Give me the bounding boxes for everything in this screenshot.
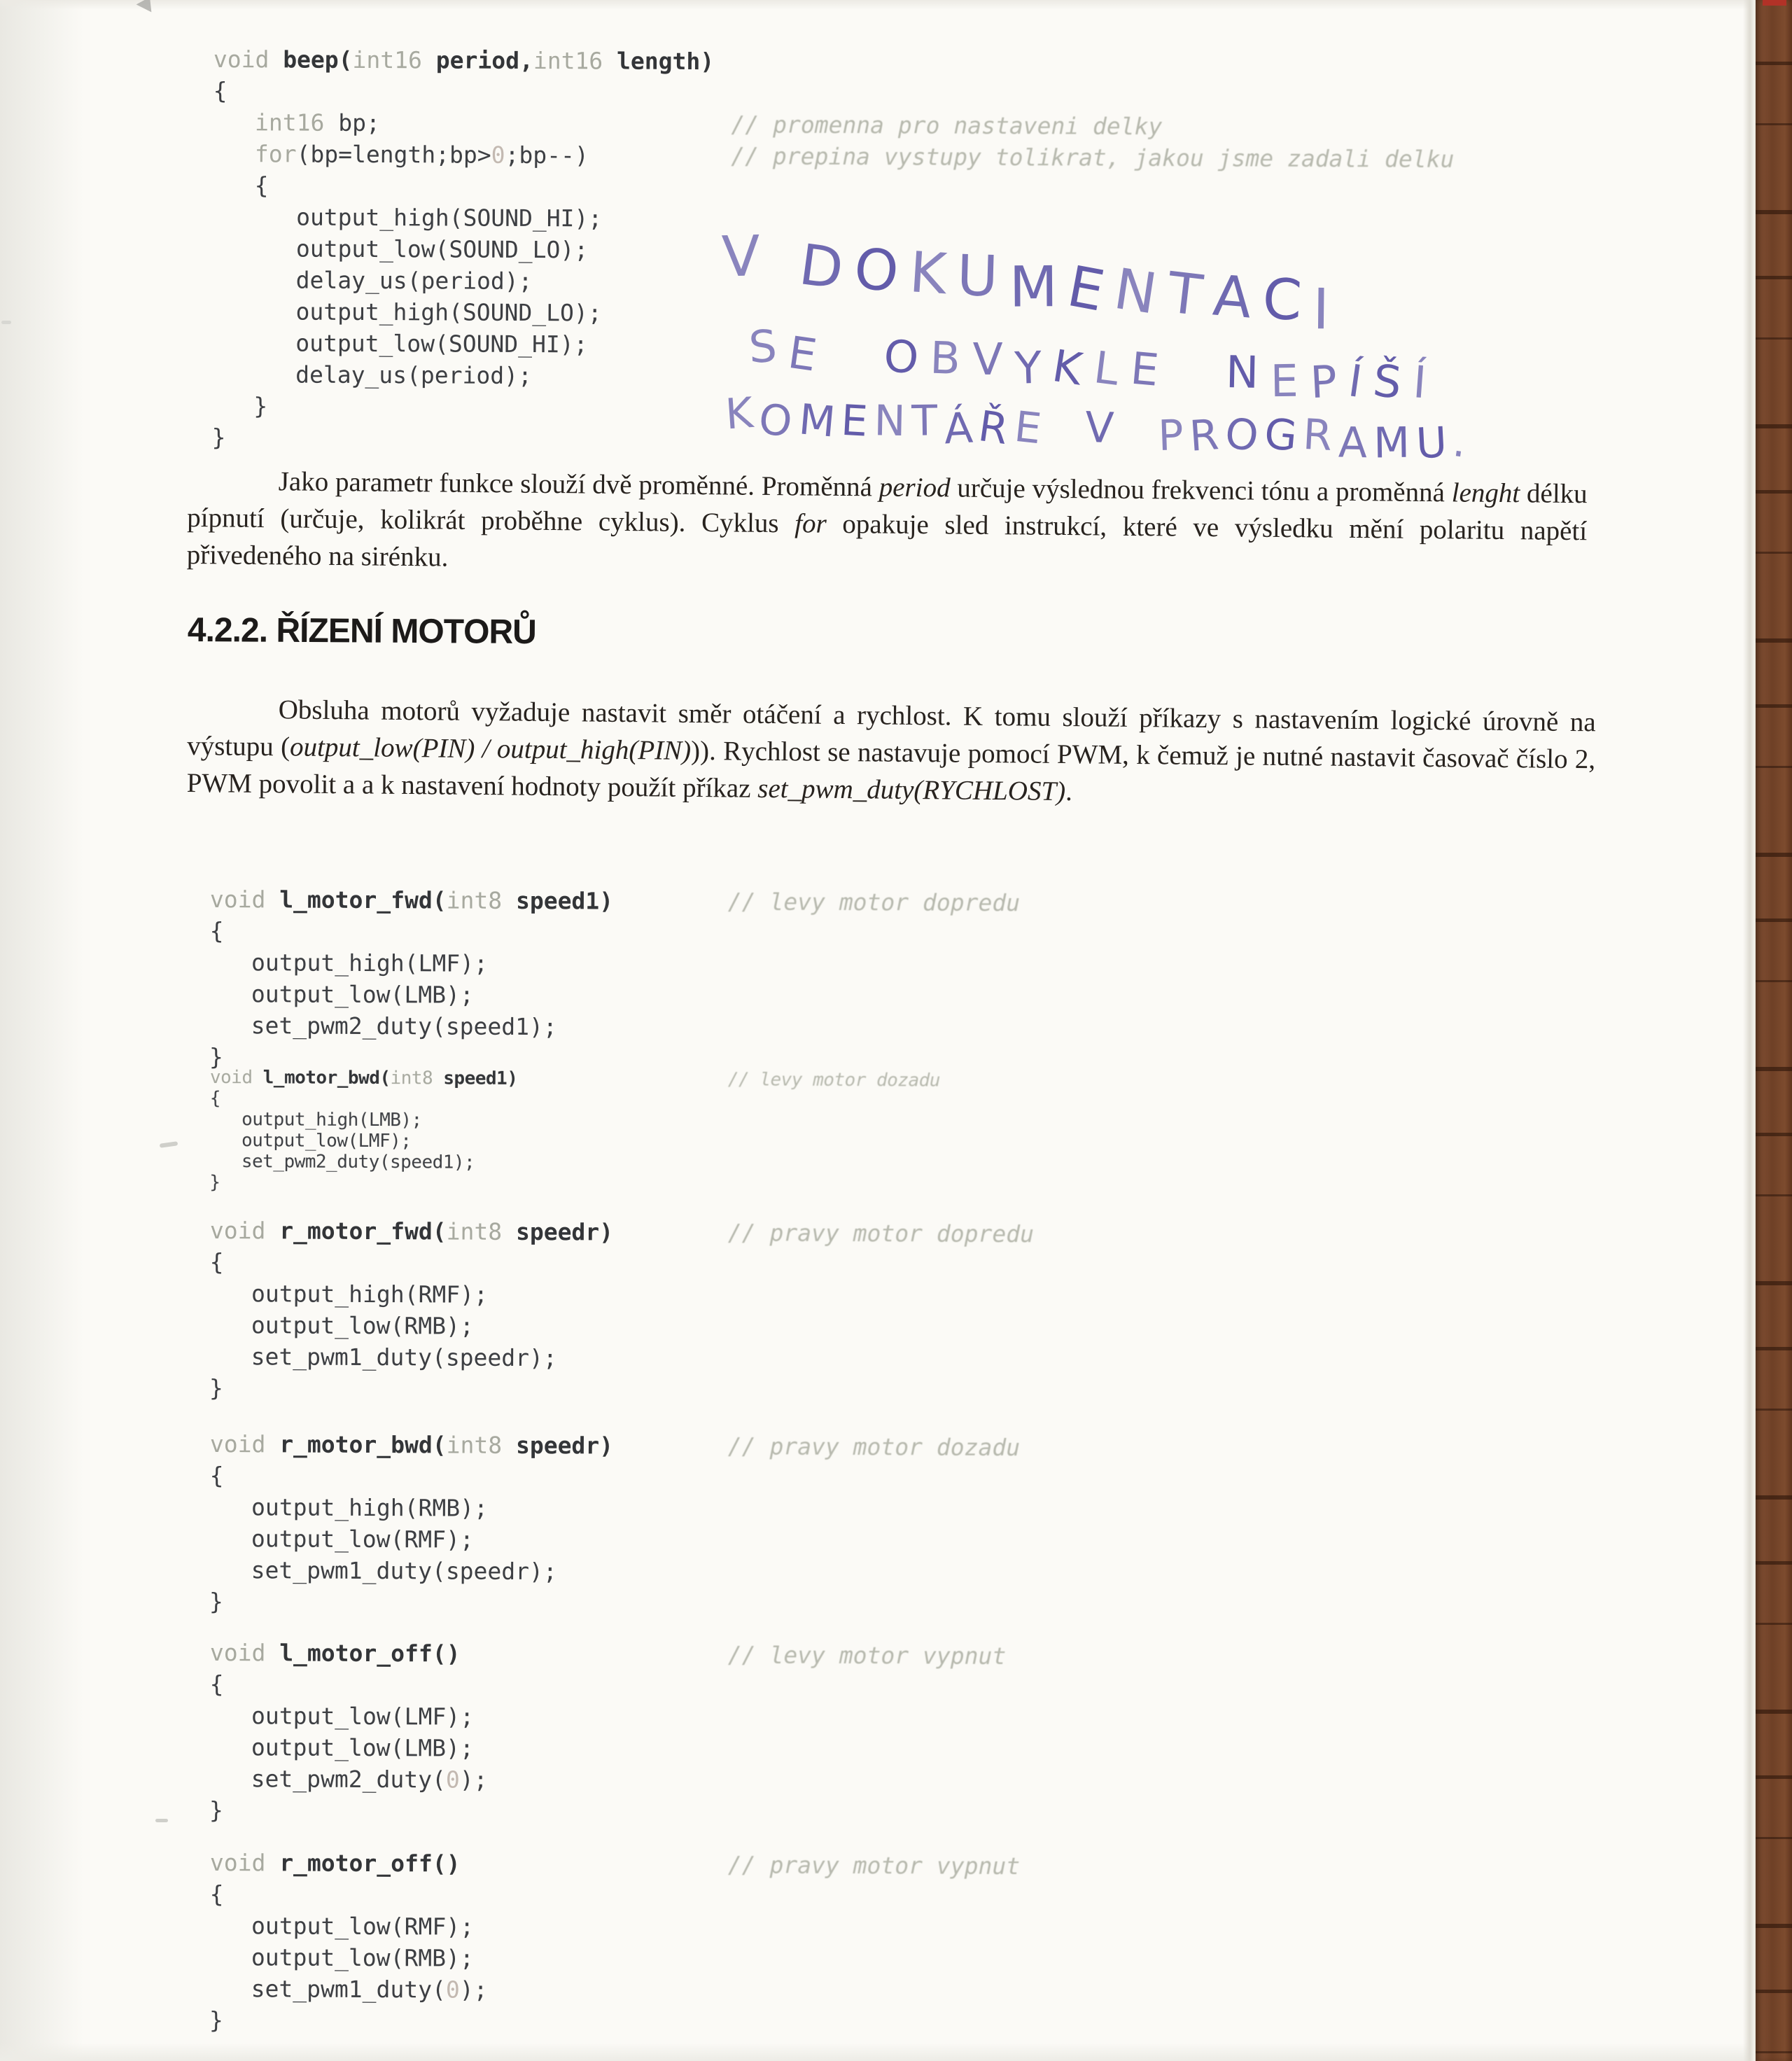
code-identifier: speedr) xyxy=(502,1217,614,1246)
code-text: { xyxy=(209,1670,224,1698)
code-text: { xyxy=(209,916,224,945)
code-text: output_high(SOUND_HI); xyxy=(212,202,603,232)
code-line xyxy=(209,978,612,1012)
code-line xyxy=(213,106,1163,140)
code-text: { xyxy=(209,1461,224,1490)
handwritten-line-1 xyxy=(720,225,1343,340)
handwritten-char: P xyxy=(1156,410,1191,461)
code-keyword: void xyxy=(209,1217,280,1245)
red-paint-chip xyxy=(1763,0,1786,6)
code-text: delay_us(period); xyxy=(211,360,532,389)
handwritten-char: . xyxy=(1450,417,1476,469)
code-line xyxy=(209,1973,488,2006)
body-text: určuje výslednou frekvenci tónu a proměnná xyxy=(950,473,1452,508)
code-line xyxy=(213,138,1455,173)
handwritten-char xyxy=(1046,403,1087,454)
handwritten-char: E xyxy=(785,326,832,384)
code-line xyxy=(209,1700,488,1733)
code-line xyxy=(209,1215,1035,1248)
handwritten-char: Ř xyxy=(975,401,1018,456)
code-text: { xyxy=(213,76,227,105)
code-text: ); xyxy=(459,1976,488,2004)
code-identifier: r_motor_fwd( xyxy=(279,1217,447,1245)
identifier-italic: set_pwm_duty(RYCHLOST) xyxy=(757,773,1066,807)
code-line xyxy=(209,1763,488,1796)
code-text: { xyxy=(209,1087,221,1110)
code-line xyxy=(209,1428,1021,1462)
code-line xyxy=(209,1794,488,1827)
code-line xyxy=(209,1731,488,1764)
code-line xyxy=(209,1130,517,1152)
code-keyword: void xyxy=(209,1430,280,1458)
code-number: 0 xyxy=(445,1976,460,2004)
code-number: 0 xyxy=(445,1766,460,1794)
handwritten-char: K xyxy=(907,239,960,308)
handwritten-char: M xyxy=(797,395,844,448)
code-number: 0 xyxy=(491,141,505,169)
handwritten-char: K xyxy=(1049,340,1098,398)
code-comment: // levy motor vypnut xyxy=(727,1641,1007,1670)
handwritten-char: E xyxy=(1062,253,1121,326)
handwritten-char: M xyxy=(1373,418,1417,468)
code-block-l_motor_off xyxy=(209,1637,1007,1827)
code-text: } xyxy=(211,391,268,420)
handwritten-char: V xyxy=(972,333,1015,385)
handwritten-char: Š xyxy=(1371,354,1416,410)
code-line xyxy=(210,1088,518,1110)
code-identifier: period, xyxy=(421,46,533,74)
code-line xyxy=(212,295,713,329)
code-text: set_pwm1_duty(speedr); xyxy=(209,1342,557,1372)
code-text: output_low(SOUND_HI); xyxy=(212,328,588,358)
code-identifier: speed1) xyxy=(433,1068,518,1089)
code-line xyxy=(210,1109,518,1131)
handwritten-char: L xyxy=(1091,342,1134,397)
handwritten-char xyxy=(826,328,886,384)
code-line xyxy=(209,2004,488,2037)
wood-desk-edge xyxy=(1756,0,1792,2061)
code-text: ;bp--) xyxy=(505,141,589,169)
code-text: output_low(LMB); xyxy=(209,979,474,1009)
code-line xyxy=(209,1941,488,1974)
code-keyword: int8 xyxy=(446,1431,503,1459)
code-block-r_motor_off xyxy=(209,1847,1021,2037)
handwritten-char: O xyxy=(1222,408,1268,463)
handwritten-char: C xyxy=(1261,266,1315,334)
code-line xyxy=(209,1847,1021,1880)
code-text: output_high(SOUND_LO); xyxy=(212,297,602,327)
code-identifier: speed1) xyxy=(502,886,614,915)
handwritten-char: G xyxy=(1262,409,1306,462)
code-block-r_motor_bwd xyxy=(209,1428,1021,1619)
handwritten-char: Y xyxy=(1014,342,1055,394)
code-text: output_low(RMB); xyxy=(209,1943,474,1972)
code-text: bp; xyxy=(324,109,381,137)
code-text: } xyxy=(211,423,226,452)
code-line xyxy=(212,264,713,298)
code-line xyxy=(212,327,713,361)
code-line xyxy=(210,915,613,949)
handwritten-char: K xyxy=(724,388,762,440)
code-keyword: void xyxy=(209,1067,263,1089)
code-line xyxy=(209,883,1021,917)
code-line xyxy=(209,946,612,980)
code-text: output_high(RMF); xyxy=(209,1279,488,1308)
code-line xyxy=(210,1878,489,1911)
code-line xyxy=(213,232,713,266)
code-text: { xyxy=(213,171,269,200)
code-line xyxy=(209,1341,612,1374)
code-comment: // levy motor dopredu xyxy=(727,888,1021,917)
code-line xyxy=(211,421,712,455)
code-text: ); xyxy=(459,1766,488,1794)
code-text: (bp=length;bp> xyxy=(296,140,491,169)
handwritten-char: Í xyxy=(1345,355,1377,410)
paragraph-motor-description xyxy=(186,690,1595,815)
code-keyword: void xyxy=(213,45,284,74)
pencil-dash-mark xyxy=(155,1819,168,1822)
code-comment: // pravy motor dopredu xyxy=(727,1219,1035,1248)
code-block-l_motor_bwd xyxy=(209,1067,941,1194)
code-line xyxy=(212,390,713,424)
code-text: output_high(RMB); xyxy=(209,1493,488,1522)
code-comment: // pravy motor dozadu xyxy=(727,1432,1021,1462)
handwritten-char: E xyxy=(1270,355,1311,407)
handwritten-char: O xyxy=(756,394,802,448)
body-text: délku pípnutí (určuje, kolikrát proběhne cyklus). Cyklus xyxy=(187,478,1588,539)
code-keyword: int8 xyxy=(446,886,503,914)
paper-top-shadow xyxy=(0,0,1792,10)
handwritten-char: O xyxy=(850,235,913,306)
code-keyword: int8 xyxy=(446,1217,503,1245)
code-text: } xyxy=(209,1171,220,1194)
identifier-italic: lenght xyxy=(1451,477,1520,509)
code-text: set_pwm2_duty(speed1); xyxy=(209,1150,475,1173)
code-text: set_pwm2_duty(speed1); xyxy=(209,1011,557,1041)
code-identifier: r_motor_off() xyxy=(279,1849,461,1878)
code-text: { xyxy=(209,1880,224,1908)
handwritten-char: N xyxy=(874,396,913,447)
code-text: output_high(LMF); xyxy=(209,948,488,977)
code-keyword: void xyxy=(209,1639,280,1667)
handwritten-char: R xyxy=(1187,410,1227,461)
code-comment: // prepina vystupy tolikrat, jakou jsme zadali delku xyxy=(731,142,1455,173)
code-keyword: for xyxy=(213,139,297,168)
code-text: output_low(RMB); xyxy=(209,1311,474,1340)
code-block-beep xyxy=(211,43,1455,455)
identifier-italic: output_low(PIN) / output_high(PIN) xyxy=(289,732,692,766)
body-text: Obsluha motorů vyžaduje nastavit směr otáčení a rychlost. K tomu slouží příkazy s nastavením logické úrovně na výstupu ( xyxy=(187,694,1596,762)
identifier-italic: period xyxy=(878,472,951,503)
code-line xyxy=(209,1491,612,1525)
handwritten-char: U xyxy=(956,242,1011,309)
code-text: set_pwm1_duty(speedr); xyxy=(209,1556,557,1586)
identifier-italic: for xyxy=(794,508,827,539)
handwritten-char: O xyxy=(882,330,932,385)
handwritten-char: P xyxy=(1308,355,1350,409)
code-line xyxy=(209,1372,612,1406)
paper-right-edge xyxy=(1743,0,1756,2061)
paragraph-beep-description xyxy=(186,462,1587,587)
code-line xyxy=(213,169,713,203)
handwritten-char: I xyxy=(1312,277,1341,342)
paper-left-shadow xyxy=(0,0,84,2061)
handwritten-char: V xyxy=(1084,403,1121,454)
handwritten-char: R xyxy=(1301,410,1340,461)
code-text: output_low(RMF); xyxy=(209,1524,474,1553)
code-text: } xyxy=(209,2006,223,2034)
code-text: set_pwm2_duty( xyxy=(209,1764,446,1794)
code-text: } xyxy=(209,1042,223,1071)
code-line xyxy=(209,1172,517,1194)
code-text: output_low(SOUND_LO); xyxy=(212,234,589,264)
handwritten-char: E xyxy=(1128,342,1172,398)
code-block-l_motor_fwd xyxy=(209,883,1021,1075)
body-text: Jako parametr funkce slouží dvě proměnné. Proměnná xyxy=(278,466,879,503)
code-line xyxy=(209,1586,612,1619)
code-identifier: length) xyxy=(603,47,715,76)
handwritten-char: E xyxy=(1011,402,1050,455)
handwritten-char: N xyxy=(1110,256,1172,329)
code-line xyxy=(209,1151,517,1173)
handwritten-char xyxy=(1169,344,1227,398)
code-line xyxy=(209,1067,941,1091)
code-identifier: r_motor_bwd( xyxy=(279,1430,447,1459)
code-line xyxy=(209,1554,612,1588)
code-identifier: speedr) xyxy=(502,1431,614,1460)
paper-bottom-shadow xyxy=(0,2043,1792,2061)
code-line xyxy=(209,1637,1007,1670)
handwritten-char: Í xyxy=(1411,356,1441,410)
handwritten-char: A xyxy=(1210,263,1266,332)
code-text: set_pwm1_duty( xyxy=(209,1974,446,2004)
code-text: output_low(RMF); xyxy=(209,1911,475,1941)
body-text: . xyxy=(1065,776,1073,807)
code-line xyxy=(214,43,714,77)
code-identifier: l_motor_off() xyxy=(279,1639,461,1668)
handwritten-char: D xyxy=(795,232,859,304)
code-keyword: void xyxy=(209,886,280,914)
handwritten-char xyxy=(1120,404,1158,453)
code-text: output_low(LMF); xyxy=(209,1701,475,1731)
handwritten-char: Á xyxy=(942,403,981,454)
code-line xyxy=(209,1523,612,1556)
code-keyword: int16 xyxy=(533,46,603,75)
pencil-dash-mark xyxy=(160,1141,178,1148)
body-text: )). Rychlost se nastavuje pomocí PWM, k čemuž je nutné nastavit časovač číslo 2, PWM povolit a a k nastavení hodnoty použít příkaz xyxy=(186,735,1596,804)
code-keyword: void xyxy=(209,1849,280,1877)
code-text: } xyxy=(209,1374,223,1402)
handwritten-char: N xyxy=(1224,346,1271,399)
code-text: output_high(LMB); xyxy=(209,1108,422,1131)
code-line xyxy=(210,1246,613,1280)
code-text: { xyxy=(209,1248,224,1276)
code-line xyxy=(210,1668,489,1701)
code-line xyxy=(214,75,714,109)
code-block-r_motor_fwd xyxy=(209,1215,1035,1406)
scan-speck xyxy=(1,321,11,324)
handwritten-char: T xyxy=(1164,260,1217,330)
section-heading: 4.2.2. ŘÍZENÍ MOTORŮ xyxy=(187,611,537,652)
code-identifier: l_motor_bwd( xyxy=(262,1067,391,1089)
handwritten-char: B xyxy=(929,332,974,385)
code-line xyxy=(209,1278,612,1311)
handwritten-char: S xyxy=(747,320,790,373)
code-comment: // levy motor dozadu xyxy=(727,1069,941,1091)
code-keyword: int16 xyxy=(352,46,423,74)
body-text: opakuje sled instrukcí, které ve výsledku mění polaritu napětí přivedeného na sirénku. xyxy=(186,508,1588,573)
handwritten-char: V xyxy=(720,223,772,290)
code-text: delay_us(period); xyxy=(212,265,533,295)
code-identifier: beep( xyxy=(283,46,353,74)
code-text: output_low(LMF); xyxy=(209,1129,412,1152)
code-text: output_low(LMB); xyxy=(209,1733,474,1762)
code-keyword: int8 xyxy=(390,1068,433,1089)
code-line xyxy=(209,1309,612,1343)
code-text: } xyxy=(209,1796,223,1824)
handwritten-char: T xyxy=(911,396,944,446)
code-comment: // pravy motor vypnut xyxy=(727,1851,1021,1880)
code-identifier: l_motor_fwd( xyxy=(279,886,447,914)
code-line xyxy=(210,1460,613,1493)
code-line xyxy=(213,201,713,235)
code-line xyxy=(209,1910,488,1943)
handwritten-char: M xyxy=(1009,253,1069,320)
code-line xyxy=(212,358,713,392)
handwritten-char: A xyxy=(1338,418,1374,468)
handwritten-char: E xyxy=(840,396,876,447)
code-keyword: int16 xyxy=(213,108,325,137)
code-line xyxy=(209,1009,612,1043)
handwritten-char: U xyxy=(1415,417,1455,469)
code-comment: // promenna pro nastaveni delky xyxy=(731,111,1163,140)
code-text: } xyxy=(209,1587,223,1616)
